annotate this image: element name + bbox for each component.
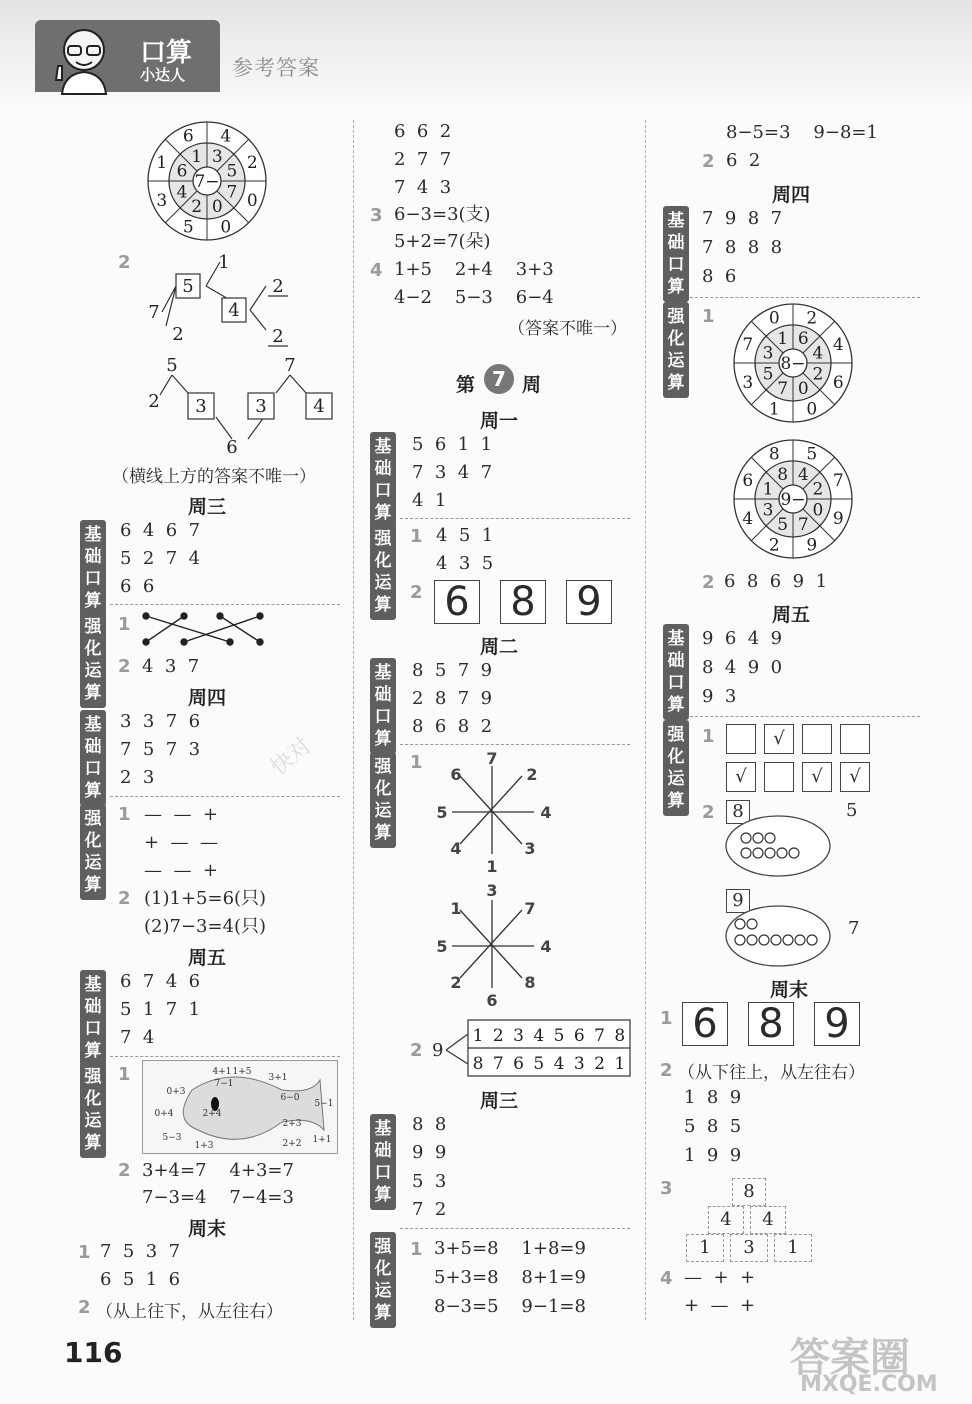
tag-strong: 强化运算: [663, 302, 689, 398]
wheel-value: 4: [176, 182, 188, 203]
answer-note: （从下往上，从左往右）: [678, 1063, 865, 1083]
number-split-table: [444, 1020, 634, 1080]
week-heading: 周: [522, 374, 542, 396]
answer-row: 7 5 7 3: [120, 739, 201, 760]
pyramid-cell: 3: [730, 1234, 768, 1262]
day-heading: 周四: [772, 184, 811, 206]
answer-row: 9 9: [412, 1142, 447, 1163]
page-heading: 参考答案: [232, 56, 320, 80]
wheel-value: 2: [246, 153, 258, 174]
fish-label: 1+3: [194, 1141, 214, 1151]
split-cell: 8: [472, 1054, 484, 1074]
tree-value: 2: [148, 391, 160, 412]
answer-row: (2)7−3=4(只): [144, 916, 267, 937]
check-box: √: [840, 762, 870, 792]
section-divider: [110, 604, 340, 605]
wheel-value: 7: [742, 335, 754, 356]
question-number: 3: [370, 205, 383, 226]
tree-value: 4: [313, 396, 325, 417]
number-wheel-1: [146, 120, 268, 242]
section-divider: [400, 744, 630, 745]
day-heading: 周三: [480, 1090, 519, 1112]
section-divider: [690, 716, 920, 717]
question-number: 2: [118, 252, 131, 273]
star-value: 6: [450, 765, 462, 784]
wheel-value: 3: [762, 500, 774, 521]
tree-value: 7: [284, 355, 296, 376]
wheel-value: 0: [211, 196, 223, 217]
answer-row: — + +: [684, 1267, 756, 1288]
fish-label: 2+3: [282, 1119, 302, 1129]
tag-strong: 强化运算: [80, 804, 106, 900]
count-answer: 7: [848, 918, 860, 939]
pyramid-cell: 1: [774, 1234, 812, 1262]
wheel-value: 5: [806, 444, 818, 465]
day-heading: 周一: [480, 410, 519, 432]
fish-label: 0+3: [166, 1087, 186, 1097]
tree-value: 5: [182, 276, 194, 297]
wheel-value: 2: [812, 479, 824, 500]
wheel-value: 4: [832, 335, 844, 356]
split-cell: 5: [533, 1054, 545, 1074]
pyramid-cell: 4: [750, 1206, 786, 1234]
wheel-value: 1: [191, 147, 203, 168]
split-cell: 1: [472, 1026, 484, 1046]
wheel-value: 7: [777, 378, 789, 399]
wheel-value: 7: [797, 514, 809, 535]
split-cell: 3: [573, 1054, 585, 1074]
question-number: 2: [702, 802, 715, 823]
section-divider: [110, 1056, 340, 1057]
answer-row: + — +: [684, 1295, 756, 1316]
wheel-value: 6: [797, 329, 809, 350]
star-value: 3: [486, 881, 498, 900]
tag-strong: 强化运算: [80, 1062, 106, 1158]
question-number: 4: [370, 260, 383, 281]
day-heading: 周末: [770, 979, 809, 1001]
wheel-value: 0: [246, 190, 258, 211]
answer-row: 1+5 2+4 3+3: [394, 259, 554, 280]
star-value: 4: [540, 803, 552, 822]
wheel-value: 6: [176, 161, 188, 182]
fish-label: 0+4: [154, 1109, 174, 1119]
tree-value: 3: [255, 396, 267, 417]
digit-writing-box: 9: [566, 580, 612, 624]
day-heading: 周三: [188, 496, 227, 518]
section-divider: [400, 1228, 630, 1229]
wheel-value: 0: [812, 500, 824, 521]
tag-basic: 基础口算: [663, 624, 689, 720]
answer-row: 4 5 1: [436, 525, 494, 546]
answer-row: + — —: [144, 832, 218, 853]
week-number-badge: 7: [484, 364, 514, 394]
logo-subtitle: 小达人: [140, 66, 186, 84]
question-number: 1: [410, 526, 423, 547]
answer-row: 6 7 4 6: [120, 971, 201, 992]
count-box: 9: [726, 889, 750, 913]
wheel-center: 8−: [780, 354, 806, 374]
pyramid-cell: 8: [732, 1178, 766, 1206]
question-number: 2: [702, 151, 715, 172]
tag-basic: 基础口算: [370, 432, 396, 528]
tag-strong: 强化运算: [370, 1232, 396, 1328]
wheel-value: 3: [156, 190, 168, 211]
question-number: 3: [660, 1178, 673, 1199]
check-box: √: [764, 724, 794, 754]
wheel-value: 1: [777, 329, 789, 350]
fish-label: 4+1: [212, 1067, 232, 1077]
star-value: 2: [450, 973, 462, 992]
matching-lines: [140, 608, 270, 650]
column-divider: [353, 120, 354, 1320]
answer-row: 7 5 3 7: [100, 1241, 181, 1262]
split-cell: 2: [492, 1026, 504, 1046]
question-number: 1: [78, 1242, 91, 1263]
star-value: 7: [486, 749, 498, 768]
answer-row: 4−2 5−3 6−4: [394, 287, 554, 308]
question-number: 1: [118, 804, 131, 825]
number-tree-2: [140, 355, 340, 457]
answer-row: 6 4 6 7: [120, 520, 201, 541]
digit-writing-box: 8: [748, 1002, 794, 1046]
check-box: √: [802, 762, 832, 792]
answer-row: 4 3 7: [142, 656, 200, 677]
fish-label: 5−1: [314, 1099, 334, 1109]
fish-label: 2+2: [282, 1139, 302, 1149]
question-number: 1: [118, 614, 131, 635]
split-cell: 2: [594, 1054, 605, 1074]
digit-writing-box: 6: [434, 580, 480, 624]
fish-label: 6−0: [280, 1093, 300, 1103]
wheel-center: 9−: [780, 490, 806, 510]
fish-label: 2+4: [202, 1109, 222, 1119]
wheel-value: 7: [226, 182, 238, 203]
answer-row: 8 4 9 0: [702, 657, 783, 678]
day-heading: 周五: [772, 604, 811, 626]
answer-row: 8 5 7 9: [412, 660, 493, 681]
fish-label: 3+1: [268, 1073, 288, 1083]
question-number: 4: [660, 1268, 673, 1289]
star-value: 4: [540, 937, 552, 956]
split-cell: 4: [533, 1026, 545, 1046]
wheel-value: 1: [768, 399, 780, 420]
split-cell: 6: [573, 1026, 585, 1046]
tag-basic: 基础口算: [370, 1114, 396, 1210]
question-number: 2: [118, 888, 131, 909]
check-box: [726, 724, 756, 754]
answer-row: 5 2 7 4: [120, 548, 201, 569]
answer-row: 6 5 1 6: [100, 1269, 181, 1290]
watermark: 答案圈: [790, 1335, 910, 1381]
question-number: 2: [660, 1060, 673, 1081]
wheel-value: 8: [768, 444, 780, 465]
answer-row: 3 3 7 6: [120, 711, 201, 732]
answer-row: 1 9 9: [684, 1145, 742, 1166]
number-wheel-3: [732, 438, 854, 560]
wheel-center: 7−: [194, 172, 220, 192]
fish-label: 7−1: [214, 1079, 234, 1089]
tree-value: 4: [228, 300, 240, 321]
tree-value: 2: [272, 276, 284, 297]
star-value: 6: [486, 991, 498, 1010]
split-cell: 7: [492, 1054, 504, 1074]
tag-strong: 强化运算: [80, 612, 106, 708]
wheel-value: 9: [832, 508, 844, 529]
wheel-value: 8: [777, 465, 789, 486]
wheel-value: 5: [777, 514, 789, 535]
fish-label: 1+5: [232, 1067, 252, 1077]
answer-row: 5 6 1 1: [412, 434, 493, 455]
star-value: 8: [524, 973, 536, 992]
wheel-value: 2: [806, 308, 818, 329]
tree-value: 5: [166, 355, 178, 376]
digit-writing-box: 6: [682, 1002, 728, 1046]
wheel-value: 6: [182, 126, 194, 147]
star-value: 7: [524, 899, 536, 918]
tree-value: 1: [218, 252, 230, 273]
question-number: 1: [702, 726, 715, 747]
split-total: 9: [432, 1040, 444, 1061]
wheel-value: 5: [226, 161, 238, 182]
column-divider: [645, 120, 646, 1320]
answer-row: 6−3=3(支): [394, 204, 491, 225]
pyramid-cell: 1: [686, 1234, 724, 1262]
day-heading: 周四: [188, 687, 227, 709]
question-number: 2: [410, 582, 423, 603]
answer-row: 2 7 7: [394, 149, 452, 170]
answer-row: 6 6 2: [394, 121, 452, 142]
question-number: 1: [118, 1064, 131, 1085]
tag-strong: 强化运算: [370, 752, 396, 848]
answer-row: 5+3=8 8+1=9: [434, 1267, 586, 1288]
question-number: 1: [660, 1008, 673, 1029]
section-divider: [400, 518, 630, 519]
question-number: 2: [410, 1040, 423, 1061]
answer-row: 6 2: [726, 150, 761, 171]
wheel-value: 1: [156, 153, 168, 174]
wheel-value: 3: [762, 343, 774, 364]
answer-row: 6 6: [120, 576, 155, 597]
wheel-value: 6: [742, 471, 754, 492]
split-cell: 3: [513, 1026, 524, 1046]
check-box: [802, 724, 832, 754]
answer-row: 6 8 6 9 1: [724, 571, 828, 592]
answer-row: 7 4: [120, 1027, 155, 1048]
wheel-value: 0: [797, 378, 809, 399]
answer-row: 5 1 7 1: [120, 999, 201, 1020]
question-number: 2: [78, 1297, 91, 1318]
wheel-value: 1: [762, 479, 774, 500]
question-number: 2: [118, 1160, 131, 1181]
dot-oval-2: [724, 900, 832, 968]
wheel-value: 4: [742, 508, 754, 529]
answer-note: （答案不唯一）: [508, 319, 627, 339]
star-value: 4: [450, 839, 462, 858]
tag-basic: 基础口算: [80, 520, 106, 616]
question-number: 1: [702, 306, 715, 327]
tree-value: 7: [148, 302, 160, 323]
question-number: 1: [410, 1239, 423, 1260]
check-box: √: [726, 762, 756, 792]
day-heading: 周五: [188, 947, 227, 969]
logo-title: 口算: [140, 38, 193, 68]
split-cell: 1: [614, 1054, 626, 1074]
answer-row: 7 4 3: [394, 177, 452, 198]
number-tree-1: [140, 250, 340, 350]
answer-note: （从上往下，从左往右）: [96, 1302, 283, 1322]
wheel-value: 3: [211, 147, 223, 168]
wheel-value: 5: [182, 217, 194, 238]
week-heading: 第: [456, 374, 476, 396]
star-value: 5: [436, 803, 448, 822]
answer-row: 8 6: [702, 266, 737, 287]
star-value: 5: [436, 937, 448, 956]
answer-row: (1)1+5=6(只): [144, 888, 267, 909]
fish-label: 1+1: [312, 1135, 332, 1145]
split-cell: 7: [594, 1026, 605, 1046]
dot-oval-1: [724, 808, 832, 878]
split-cell: 4: [553, 1054, 565, 1074]
wheel-value: 2: [768, 535, 780, 556]
answer-row: 7−3=4 7−4=3: [142, 1187, 294, 1208]
star-value: 3: [524, 839, 536, 858]
star-value: 1: [486, 857, 498, 876]
answer-row: 8 8: [412, 1114, 447, 1135]
split-cell: 5: [553, 1026, 565, 1046]
digit-writing-box: 9: [814, 1002, 860, 1046]
tree-value: 6: [226, 437, 238, 458]
wheel-value: 2: [812, 364, 824, 385]
answer-row: 7 2: [412, 1199, 447, 1220]
tree-value: 2: [272, 326, 284, 347]
star-value: 2: [526, 765, 538, 784]
fish-label: 5−3: [162, 1133, 182, 1143]
day-heading: 周末: [188, 1218, 227, 1240]
answer-row: 9 6 4 9: [702, 628, 783, 649]
day-heading: 周二: [480, 636, 519, 658]
tree-value: 2: [172, 324, 184, 345]
wheel-value: 4: [812, 343, 824, 364]
tag-basic: 基础口算: [80, 710, 106, 806]
section-divider: [110, 796, 340, 797]
wheel-value: 2: [191, 196, 203, 217]
tag-basic: 基础口算: [370, 658, 396, 754]
count-answer: 5: [846, 800, 858, 821]
section-divider: [690, 297, 920, 298]
watermark: MXQE.COM: [800, 1372, 938, 1397]
answer-row: 5 3: [412, 1171, 447, 1192]
question-number: 1: [410, 752, 423, 773]
wheel-value: 5: [762, 364, 774, 385]
tree-value: 3: [195, 396, 207, 417]
answer-row: 7 3 4 7: [412, 462, 493, 483]
answer-row: 4 1: [412, 490, 447, 511]
answer-row: 7 8 8 8: [702, 237, 783, 258]
wheel-value: 9: [806, 535, 818, 556]
mascot-icon: [48, 22, 120, 94]
answer-row: 8−5=3 9−8=1: [726, 122, 878, 143]
pyramid-cell: 4: [708, 1206, 744, 1234]
tag-basic: 基础口算: [80, 970, 106, 1066]
answer-row: 1 8 9: [684, 1087, 742, 1108]
count-box: 8: [726, 800, 750, 824]
answer-row: 7 9 8 7: [702, 208, 783, 229]
wheel-value: 4: [220, 126, 232, 147]
number-star-1: [430, 750, 550, 874]
wheel-value: 0: [220, 217, 232, 238]
star-value: 1: [450, 899, 462, 918]
question-number: 2: [702, 572, 715, 593]
answer-row: 4 3 5: [436, 553, 494, 574]
answer-note: （横线上方的答案不唯一）: [112, 467, 316, 487]
answer-row: 8 6 8 2: [412, 716, 493, 737]
answer-row: 3+4=7 4+3=7: [142, 1160, 294, 1181]
answer-row: 2 8 7 9: [412, 688, 493, 709]
check-box: [764, 762, 794, 792]
split-cell: 8: [614, 1026, 626, 1046]
page-number: 116: [64, 1336, 123, 1369]
tag-strong: 强化运算: [370, 524, 396, 620]
tag-strong: 强化运算: [663, 720, 689, 816]
answer-row: — — +: [144, 860, 218, 881]
number-star-2: [430, 882, 550, 1008]
answer-row: — — +: [144, 804, 218, 825]
wheel-value: 3: [742, 372, 754, 393]
wheel-value: 0: [768, 308, 780, 329]
tag-basic: 基础口算: [663, 206, 689, 302]
answer-row: 5+2=7(朵): [394, 231, 491, 252]
wheel-value: 0: [806, 399, 818, 420]
wheel-value: 6: [832, 372, 844, 393]
answer-row: 9 3: [702, 686, 737, 707]
answer-row: 5 8 5: [684, 1116, 742, 1137]
wheel-value: 7: [832, 471, 844, 492]
answer-row: 8−3=5 9−1=8: [434, 1296, 586, 1317]
check-box: [840, 724, 870, 754]
answer-row: 2 3: [120, 767, 155, 788]
digit-writing-box: 8: [500, 580, 546, 624]
split-cell: 6: [513, 1054, 524, 1074]
fish-coloring-picture: [142, 1060, 338, 1154]
wheel-value: 4: [797, 465, 809, 486]
question-number: 2: [118, 656, 131, 677]
number-wheel-2: [732, 302, 854, 424]
answer-row: 3+5=8 1+8=9: [434, 1238, 586, 1259]
watermark: 快对: [266, 733, 317, 781]
